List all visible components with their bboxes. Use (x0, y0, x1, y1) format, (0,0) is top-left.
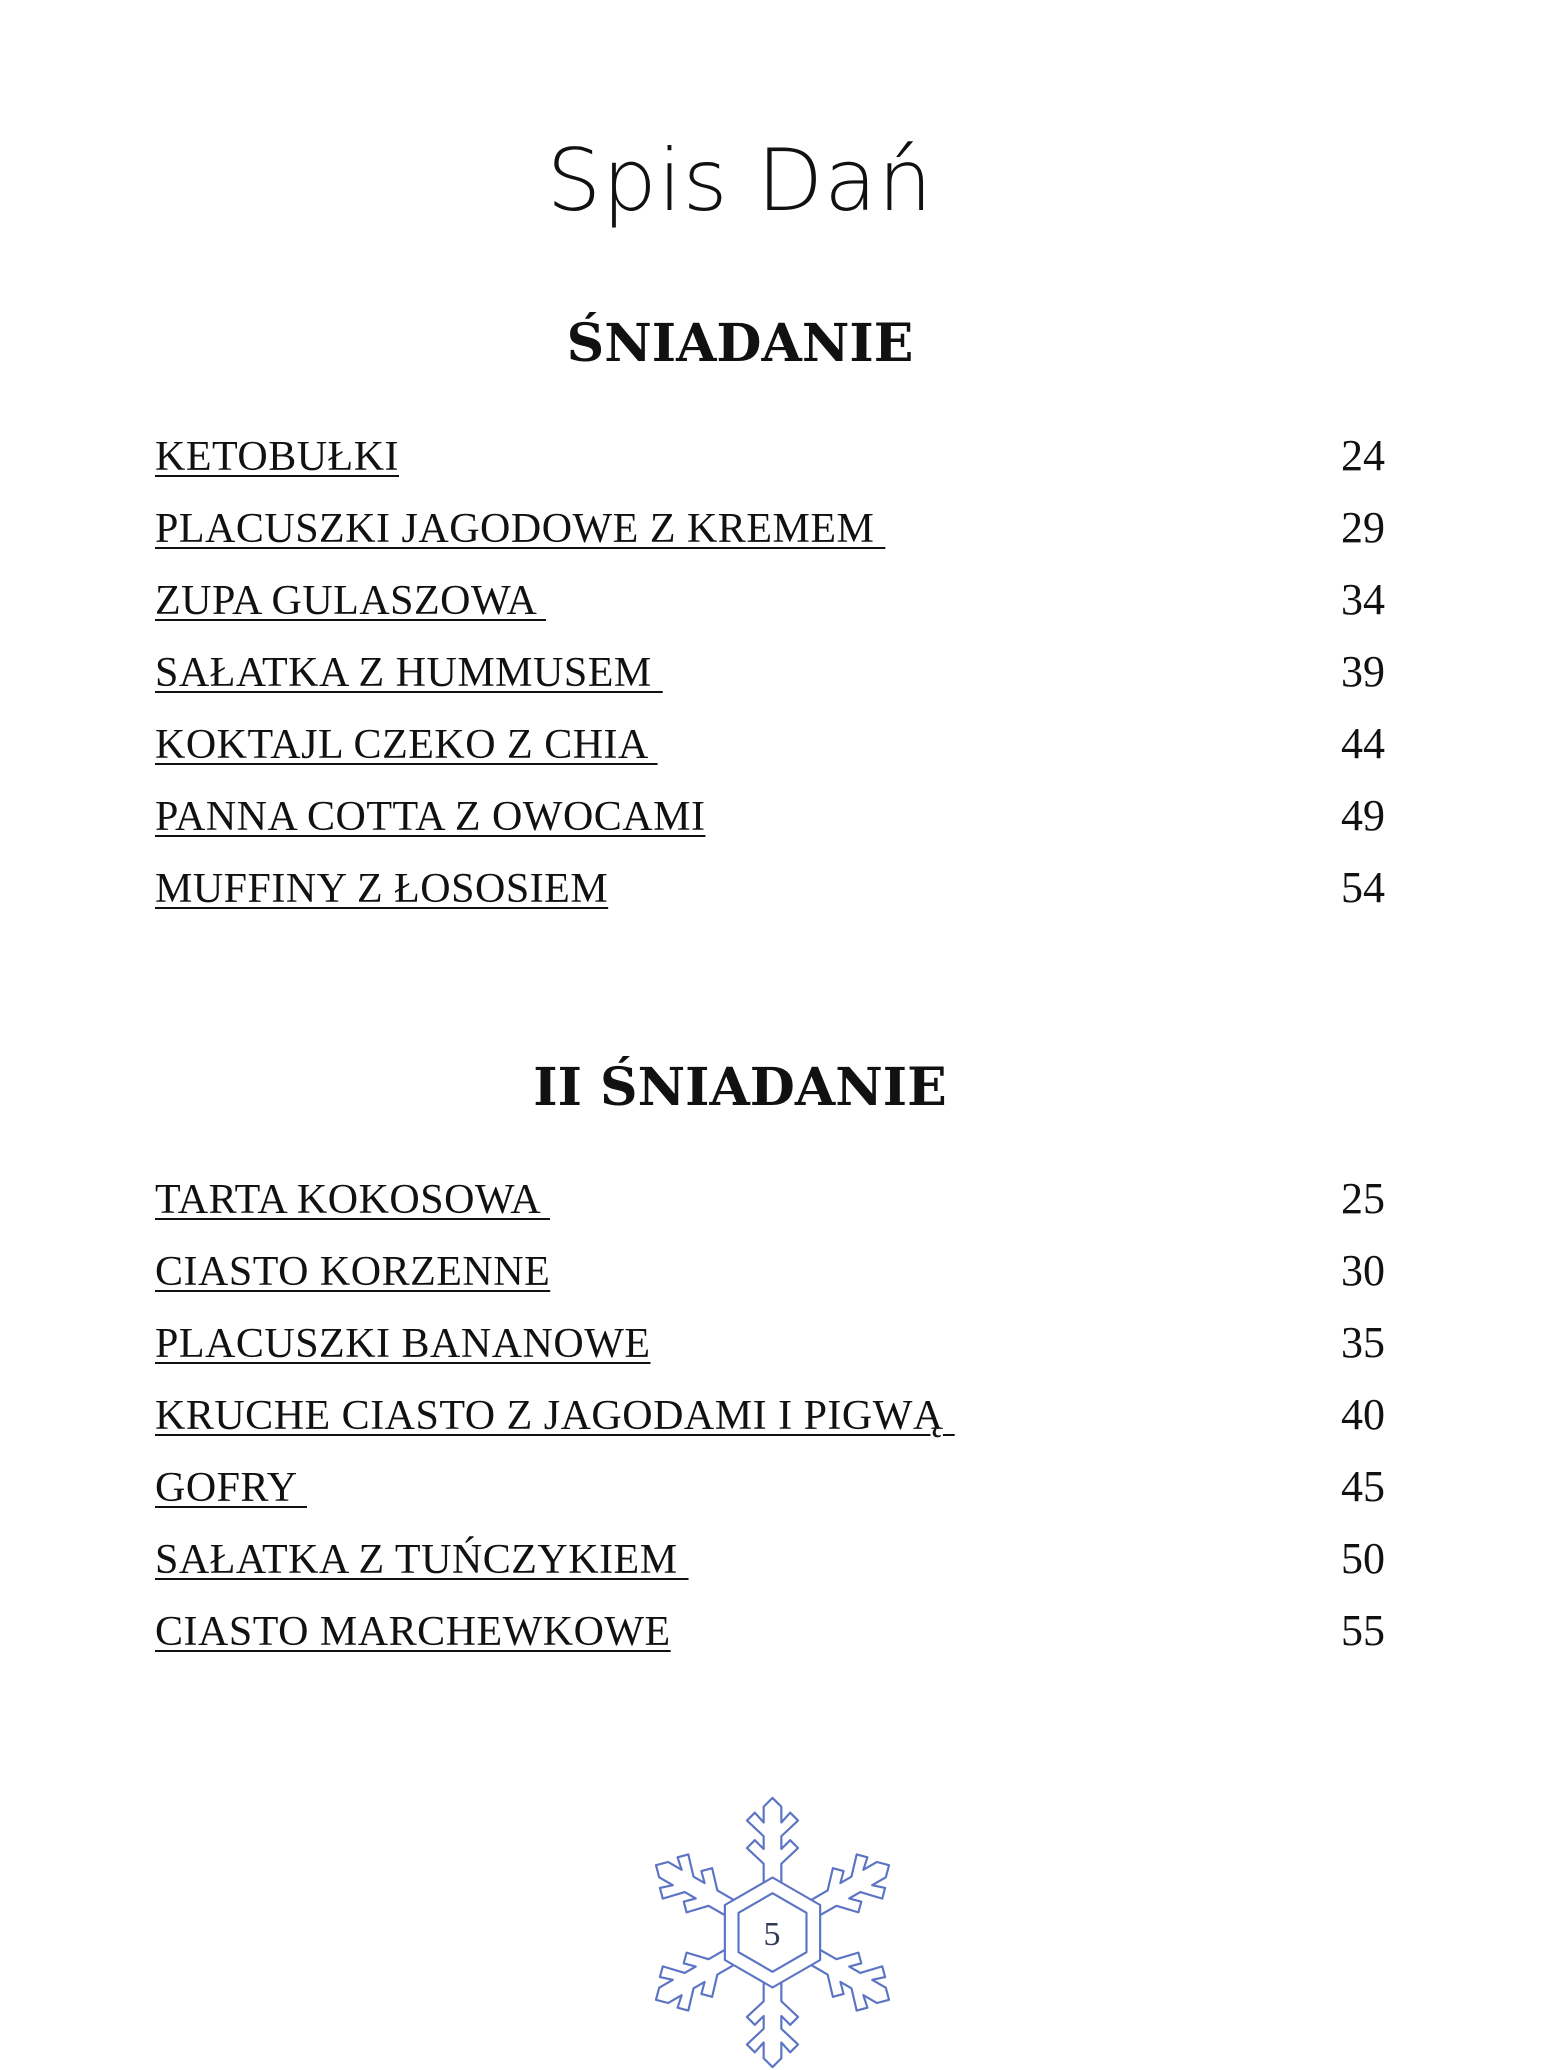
toc-entry-link[interactable]: ZUPA GULASZOWA (155, 578, 546, 624)
toc-entry[interactable] (155, 574, 1385, 646)
toc-list-sniadanie (155, 430, 1385, 934)
toc-entry[interactable] (155, 1317, 1385, 1389)
toc-entry-page-number: 50 (1341, 1534, 1385, 1583)
toc-entry-page-number: 55 (1341, 1606, 1385, 1655)
toc-entry[interactable] (155, 1389, 1385, 1461)
page-number: 5 (763, 1916, 781, 1953)
toc-entry-link[interactable]: KETOBUŁKI (155, 434, 400, 480)
toc-entry-page-number: 45 (1341, 1462, 1385, 1511)
toc-entry-page-number: 44 (1341, 719, 1385, 768)
toc-entry-page-number: 29 (1341, 503, 1385, 552)
toc-entry[interactable] (155, 1461, 1385, 1533)
toc-entry-page-number: 30 (1341, 1246, 1385, 1295)
snowflake-arm (747, 1798, 798, 1881)
toc-entry[interactable] (155, 862, 1385, 934)
toc-entry-page-number: 40 (1341, 1390, 1385, 1439)
toc-entry-page-number: 25 (1341, 1174, 1385, 1223)
toc-entry-link[interactable]: PANNA COTTA Z OWOCAMI (155, 794, 706, 840)
toc-entry-page-number: 39 (1341, 647, 1385, 696)
snowflake-arm (643, 1843, 741, 1929)
toc-entry-link[interactable]: CIASTO KORZENNE (155, 1249, 551, 1295)
toc-entry-link[interactable]: PLACUSZKI JAGODOWE Z KREMEM (155, 506, 886, 552)
toc-entry-page-number: 24 (1341, 431, 1385, 480)
toc-entry[interactable] (155, 790, 1385, 862)
toc-entry-page-number: 54 (1341, 863, 1385, 912)
snowflake-arm (747, 1984, 798, 2067)
toc-entry-link[interactable]: GOFRY (155, 1465, 307, 1511)
toc-entry-link[interactable]: SAŁATKA Z TUŃCZYKIEM (155, 1537, 689, 1583)
toc-entry[interactable] (155, 1245, 1385, 1317)
toc-entry-link[interactable]: KRUCHE CIASTO Z JAGODAMI I PIGWĄ (155, 1393, 955, 1439)
toc-entry[interactable] (155, 1605, 1385, 1677)
toc-entry-link[interactable]: CIASTO MARCHEWKOWE (155, 1609, 671, 1655)
toc-entry-link[interactable]: TARTA KOKOSOWA (155, 1177, 550, 1223)
toc-entry[interactable] (155, 646, 1385, 718)
toc-entry-link[interactable]: PLACUSZKI BANANOWE (155, 1321, 651, 1367)
snowflake-arm (804, 1843, 902, 1929)
toc-entry-page-number: 35 (1341, 1318, 1385, 1367)
toc-entry[interactable] (155, 1173, 1385, 1245)
toc-entry[interactable] (155, 718, 1385, 790)
toc-entry-link[interactable]: KOKTAJL CZEKO Z CHIA (155, 722, 658, 768)
toc-entry[interactable] (155, 502, 1385, 574)
snowflake-arm (643, 1936, 741, 2022)
toc-entry-link[interactable]: SAŁATKA Z HUMMUSEM (155, 650, 663, 696)
section-heading-ii-sniadanie: II ŚNIADANIE (533, 1057, 947, 1118)
toc-entry[interactable] (155, 1533, 1385, 1605)
toc-entry-page-number: 49 (1341, 791, 1385, 840)
toc-entry-page-number: 34 (1341, 575, 1385, 624)
toc-entry[interactable] (155, 430, 1385, 502)
toc-list-ii-sniadanie (155, 1173, 1385, 1677)
snowflake-arm (804, 1936, 902, 2022)
page-title: Spis Dań (546, 131, 934, 231)
toc-entry-link[interactable]: MUFFINY Z ŁOSOSIEM (155, 866, 609, 912)
section-heading-sniadanie: ŚNIADANIE (566, 313, 914, 374)
